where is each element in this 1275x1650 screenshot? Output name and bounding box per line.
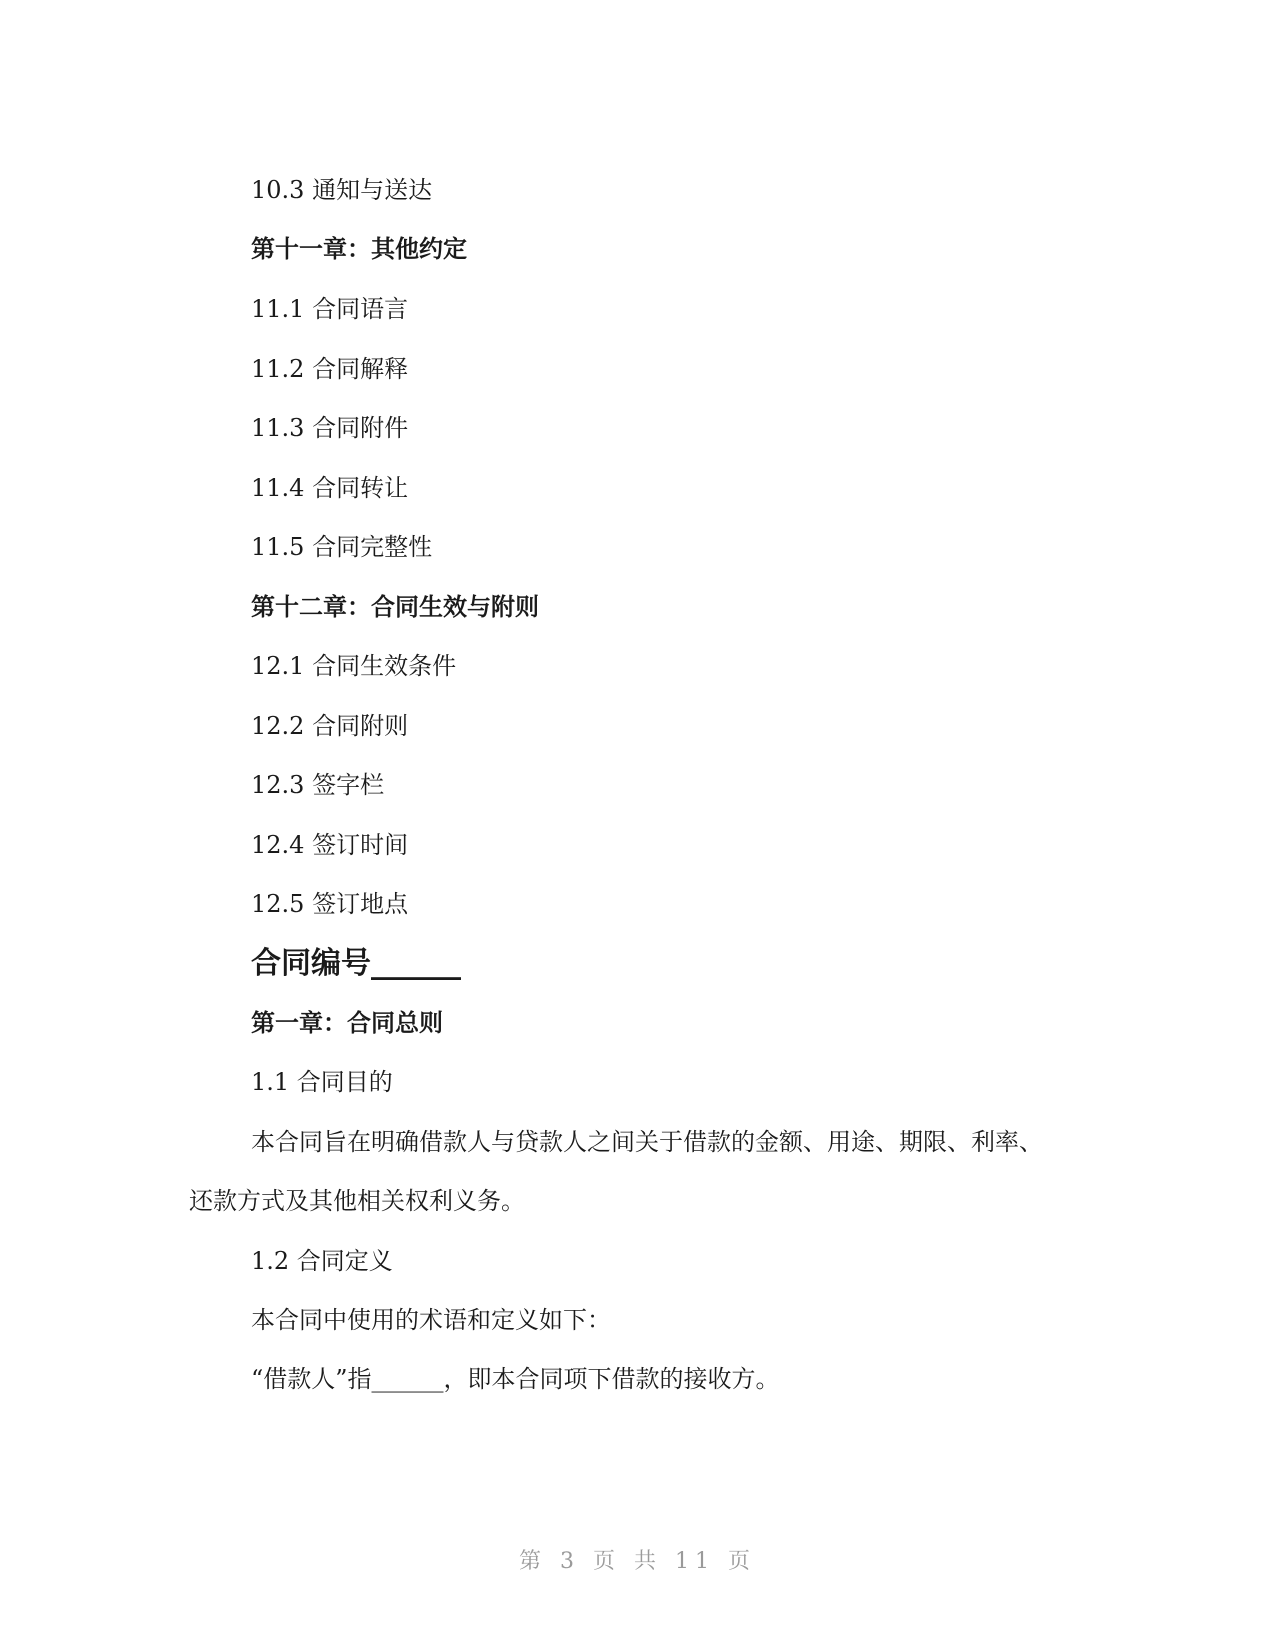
section-item-12-4: 12.4 签订时间 <box>251 831 409 859</box>
section-item-11-1: 11.1 合同语言 <box>251 295 409 323</box>
section-item-1-2: 1.2 合同定义 <box>251 1247 393 1275</box>
definition-borrower: “借款人”指______，即本合同项下借款的接收方。 <box>251 1365 780 1393</box>
contract-number-title: 合同编号______ <box>251 946 461 981</box>
section-item-11-5: 11.5 合同完整性 <box>251 533 433 561</box>
chapter-1-heading: 第一章：合同总则 <box>251 1009 443 1037</box>
chapter-12-heading: 第十二章：合同生效与附则 <box>251 593 539 621</box>
section-item-12-5: 12.5 签订地点 <box>251 890 409 918</box>
paragraph-purpose-line-2: 还款方式及其他相关权利义务。 <box>189 1187 525 1215</box>
section-item-1-1: 1.1 合同目的 <box>251 1068 393 1096</box>
section-item-12-3: 12.3 签字栏 <box>251 771 385 799</box>
section-item-11-3: 11.3 合同附件 <box>251 414 409 442</box>
section-item-11-2: 11.2 合同解释 <box>251 355 409 383</box>
page-number-footer: 第 3 页 共 11 页 <box>519 1549 756 1574</box>
chapter-11-heading: 第十一章：其他约定 <box>251 235 467 263</box>
paragraph-definitions-intro: 本合同中使用的术语和定义如下： <box>251 1306 611 1334</box>
section-item-12-2: 12.2 合同附则 <box>251 712 409 740</box>
paragraph-purpose-line-1: 本合同旨在明确借款人与贷款人之间关于借款的金额、用途、期限、利率、 <box>251 1128 1043 1156</box>
section-item-11-4: 11.4 合同转让 <box>251 474 409 502</box>
section-item-10-3: 10.3 通知与送达 <box>251 176 433 204</box>
section-item-12-1: 12.1 合同生效条件 <box>251 652 457 680</box>
